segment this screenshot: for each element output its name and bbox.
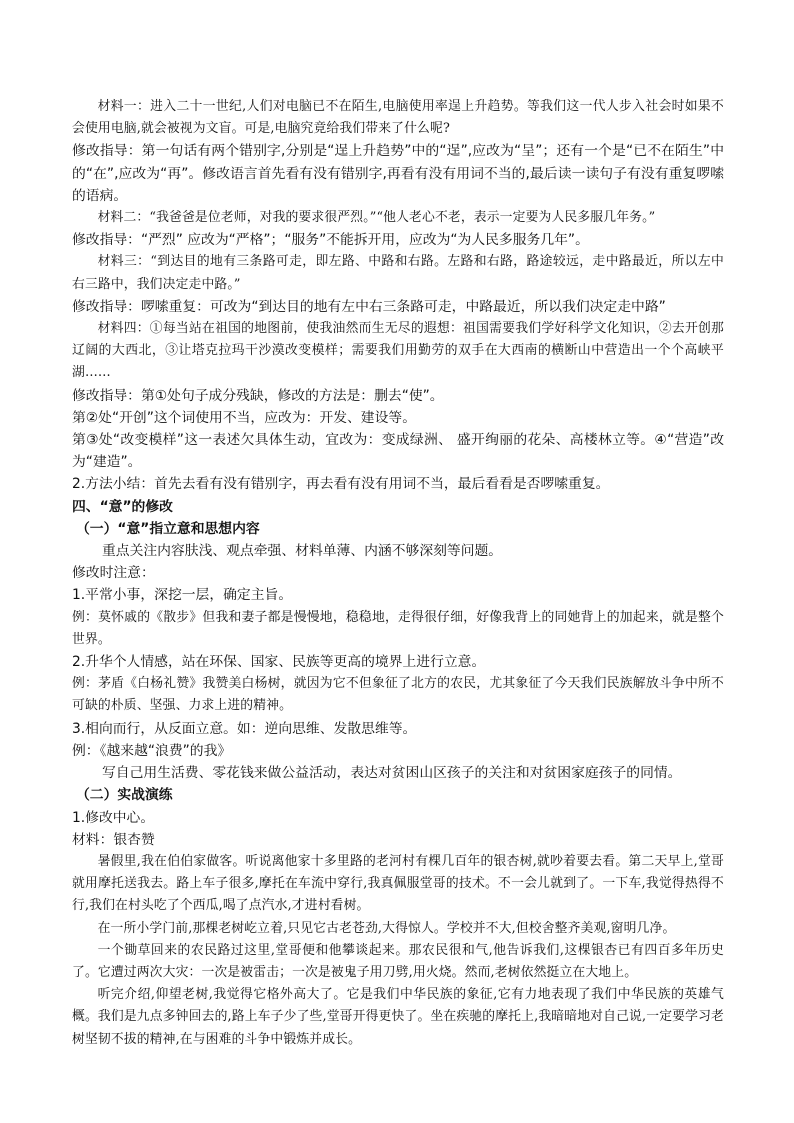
example-3-title: 例：《越来越“浪费”的我》 [72, 742, 232, 759]
material-4-guide-1: 修改指导：第①处句子成分残缺，修改的方法是：删去“使”。 [72, 387, 444, 404]
essay-paragraph-1: 暑假里,我在伯伯家做客。听说离他家十多里路的老河村有棵几百年的银杏树,就吵着要去看。第二天早上,堂哥就用摩托送我去。路上车子很多,摩托在车流中穿行,我真佩服堂哥的技术。不一会儿就到了。一下车,我觉得热得不行,我们在村头吃了个西瓜,喝了点汽水,才进村看树。 [72, 853, 724, 914]
point-1: 1.平常小事，深挖一层，确定主旨。 [72, 587, 293, 604]
essay-paragraph-2: 在一所小学门前,那棵老树屹立着,只见它古老苍劲,大得惊人。学校并不大,但校舍整齐美观,窗明几净。 [97, 920, 676, 936]
section-4-heading: 四、“意”的修改 [72, 498, 173, 515]
essay-paragraph-4: 听完介绍,仰望老树,我觉得它格外高大了。它是我们中华民族的象征,它有力地表现了我们中华民族的英雄气概。我们是九点多钟回去的,路上车子少了些,堂哥开得更快了。坐在疾驰的摩托上,我暗暗地对自己说,一定要学习老树坚韧不拔的精神,在与困难的斗争中锻炼并成长。 [72, 987, 724, 1047]
example-2: 例：茅盾《白杨礼赞》我赞美白杨树，就因为它不但象征了北方的农民，尤其象征了今天我们民族解放斗争中所不可缺的朴质、坚强、力求上进的精神。 [72, 676, 724, 714]
attention-label: 修改时注意： [72, 565, 155, 582]
document-page [72, 96, 724, 1051]
material-3-guide: 修改指导：啰嗦重复：可改为“到达目的地有左中右三条路可走，中路最近，所以我们决定走中路” [72, 298, 666, 315]
material-4-guide-2: 第②处“开创”这个词使用不当，应改为：开发、建设等。 [72, 409, 416, 426]
subsection-2-heading: （二）实战演练 [76, 787, 173, 804]
subsection-1-heading: （一）“意”指立意和思想内容 [76, 520, 260, 537]
essay-paragraph-3: 一个锄草回来的农民路过这里,堂哥便和他攀谈起来。那农民很和气,他告诉我们,这棵银杏已有四百多年历史了。它遭过两次大灾：一次是被雷击；一次是被鬼子用刀劈,用火烧。然而,老树依然挺立在大地上。 [72, 942, 724, 980]
example-1: 例：莫怀戚的《散步》但我和妻子都是慢慢地，稳稳地，走得很仔细，好像我背上的同她背上的加起来，就是整个世界。 [72, 609, 724, 647]
material-4-text: 材料四：①每当站在祖国的地图前，使我油然而生无尽的遐想：祖国需要我们学好科学文化知识，②去开创那辽阔的大西北，③让塔克拉玛干沙漠改变模样；需要我们用勤劳的双手在大西南的横断山中营造出一个个高峡平湖…… [72, 321, 724, 381]
material-3-text: 材料三：“到达目的地有三条路可走，即左路、中路和右路。左路和右路，路途较远，走中路最近，所以左中右三路中，我们决定走中路。” [72, 254, 724, 292]
task-title: 1.修改中心。 [72, 809, 155, 826]
point-2: 2.升华个人情感，站在环保、国家、民族等更高的境界上进行立意。 [72, 654, 486, 671]
material-2-text: 材料二：“我爸爸是位老师，对我的要求很严烈。”“他人老心不老，表示一定要为人民多服几年务。” [97, 210, 656, 226]
material-1-text: 材料一：进入二十一世纪,人们对电脑已不在陌生,电脑使用率逞上升趋势。等我们这一代人步入社会时如果不会使用电脑,就会被视为文盲。可是,电脑究竟给我们带来了什么呢? [72, 99, 724, 137]
material-4-guide-3: 第③处“改变模样”这一表述欠具体生动，宜改为：变成绿洲、 盛开绚丽的花朵、高楼林立等。④“营造”改为“建造”。 [72, 432, 724, 471]
point-3: 3.相向而行，从反面立意。如：逆向思维、发散思维等。 [72, 720, 417, 737]
example-3-description: 写自己用生活费、零花钱来做公益活动，表达对贫困山区孩子的关注和对贫困家庭孩子的同情。 [102, 765, 682, 782]
material-2-guide: 修改指导：“严烈” 应改为“严格”；“服务”不能拆开用，应改为“为人民多服务几年”。 [72, 232, 589, 249]
material-1-guide: 修改指导：第一句话有两个错别字,分别是“逞上升趋势”中的“逞”,应改为“呈”；还有一个是“已不在陌生”中的“在”,应改为“再”。修改语言首先看有没有错别字,再看有没有用词不当的,最后读一读句子有没有重复啰嗦的语病。 [72, 143, 724, 204]
method-summary: 2.方法小结：首先去看有没有错别字，再去看有没有用词不当，最后看看是否啰嗦重复。 [72, 476, 610, 493]
material-title: 材料：银杏赞 [72, 831, 155, 848]
focus-text: 重点关注内容肤浅、观点牵强、材料单薄、内涵不够深刻等问题。 [102, 543, 503, 560]
